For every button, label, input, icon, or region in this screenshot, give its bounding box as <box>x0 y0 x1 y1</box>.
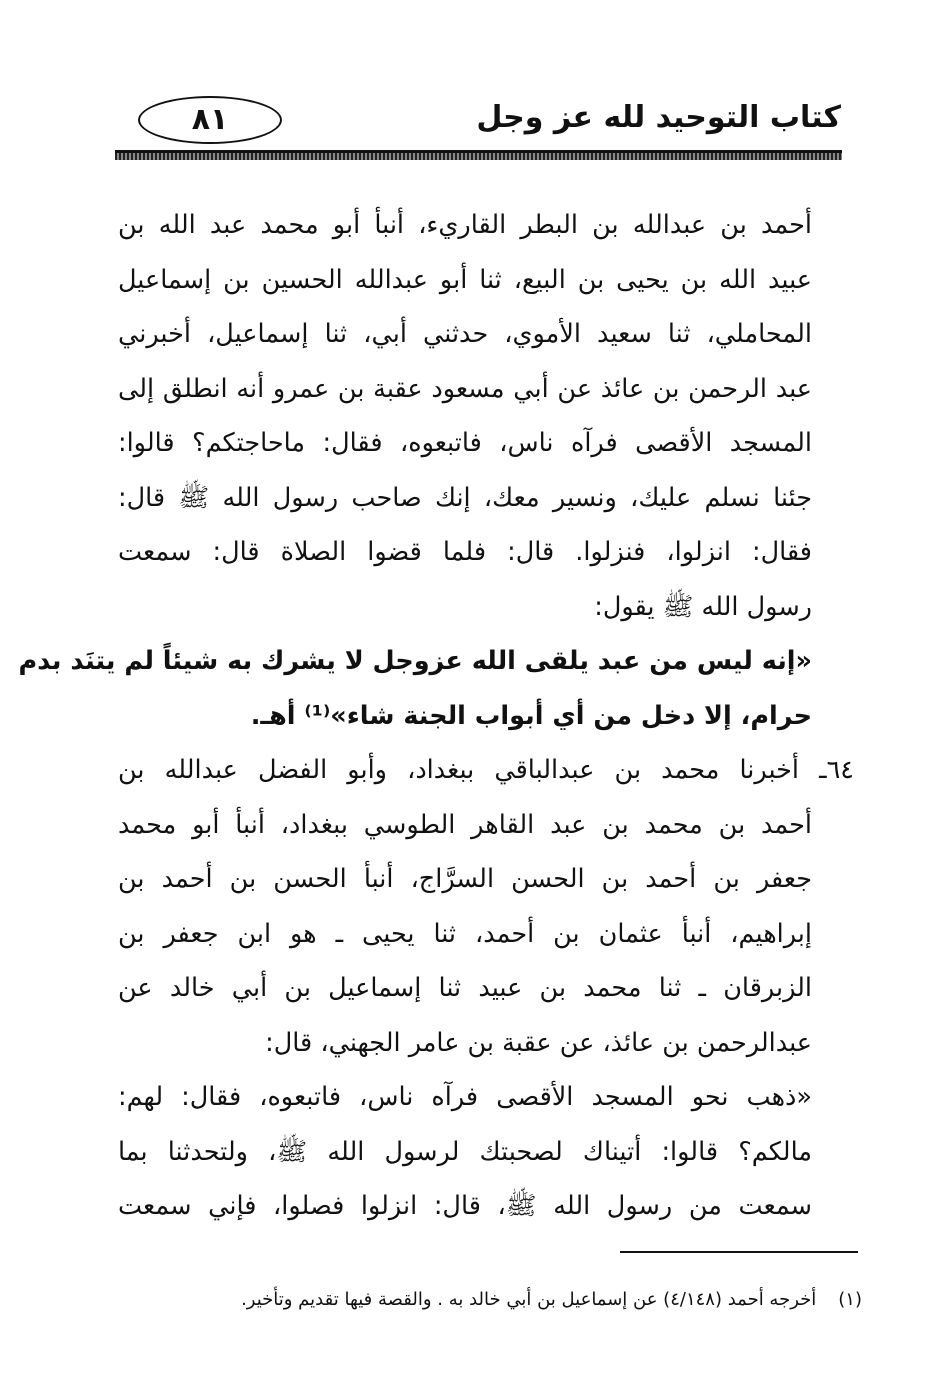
footnote-rule <box>620 1251 858 1253</box>
hadith-quote-line: «إنه ليس من عبد يلقى الله عزوجل لا يشرك به شيئاً لم يتنَد بدم <box>18 646 812 676</box>
page-number-oval <box>138 96 282 144</box>
footnote-text: أخرجه أحمد (٤/١٤٨) عن إسماعيل بن أبي خالد به . والقصة فيها تقديم وتأخير. <box>241 1289 817 1310</box>
text-line: عبدالرحمن بن عائذ، عن عقبة بن عامر الجهني، قال: <box>265 1027 812 1058</box>
text-line: عبد الرحمن بن عائذ عن أبي مسعود عقبة بن عمرو أنه انطلق إلى <box>118 373 812 404</box>
text-line: المحاملي، ثنا سعيد الأموي، حدثني أبي، ثنا إسماعيل، أخبرني <box>118 319 812 349</box>
text-line: أحمد بن محمد بن عبد القاهر الطوسي ببغداد، أنبأ أبو محمد <box>118 809 812 840</box>
text-line: سمعت من رسول الله ﷺ، قال: انزلوا فصلوا، فإني سمعت <box>118 1191 812 1221</box>
text-line: «ذهب نحو المسجد الأقصى فرآه ناس، فاتبعوه، فقال: لهم: <box>118 1082 812 1112</box>
text-line: رسول الله ﷺ يقول: <box>594 591 812 622</box>
footnote <box>140 1286 862 1314</box>
header-rule-band <box>115 153 842 160</box>
text-line: جعفر بن أحمد بن الحسن السرَّاج، أنبأ الحسن بن أحمد بن <box>118 864 812 894</box>
text-line: عبيد الله بن يحيى بن البيع، ثنا أبو عبدالله الحسين بن إسماعيل <box>118 264 812 295</box>
body-text <box>18 198 854 1234</box>
text-line: الزبرقان ـ ثنا محمد بن عبيد ثنا إسماعيل بن أبي خالد عن <box>118 973 812 1003</box>
narration-64-line: ٦٤ـ أخبرنا محمد بن عبدالباقي ببغداد، وأبو الفضل عبدالله بن <box>118 755 854 785</box>
text-line: جئنا نسلم عليك، ونسير معك، إنك صاحب رسول الله ﷺ قال: <box>118 482 812 513</box>
footnote-marker: (١) <box>838 1289 862 1310</box>
hadith-quote-line: حرام، إلا دخل من أي أبواب الجنة شاء»⁽¹⁾ أهـ. <box>250 700 812 731</box>
page-number: ٨١ <box>191 102 229 137</box>
text-line: مالكم؟ قالوا: أتيناك لصحبتك لرسول الله ﷺ، ولتحدثنا بما <box>118 1136 812 1167</box>
text-line: فقال: انزلوا، فنزلوا. قال: فلما قضوا الصلاة قال: سمعت <box>118 537 812 567</box>
text-line: إبراهيم، أنبأ عثمان بن أحمد، ثنا يحيى ـ هو ابن جعفر بن <box>118 918 812 949</box>
book-title: كتاب التوحيد لله عز وجل <box>476 100 841 135</box>
text-line: أحمد بن عبدالله بن البطر القاريء، أنبأ أبو محمد عبد الله بن <box>118 210 812 240</box>
text-line: المسجد الأقصى فرآه ناس، فاتبعوه، فقال: ماحاجتكم؟ قالوا: <box>118 428 812 458</box>
page-header <box>108 90 841 152</box>
